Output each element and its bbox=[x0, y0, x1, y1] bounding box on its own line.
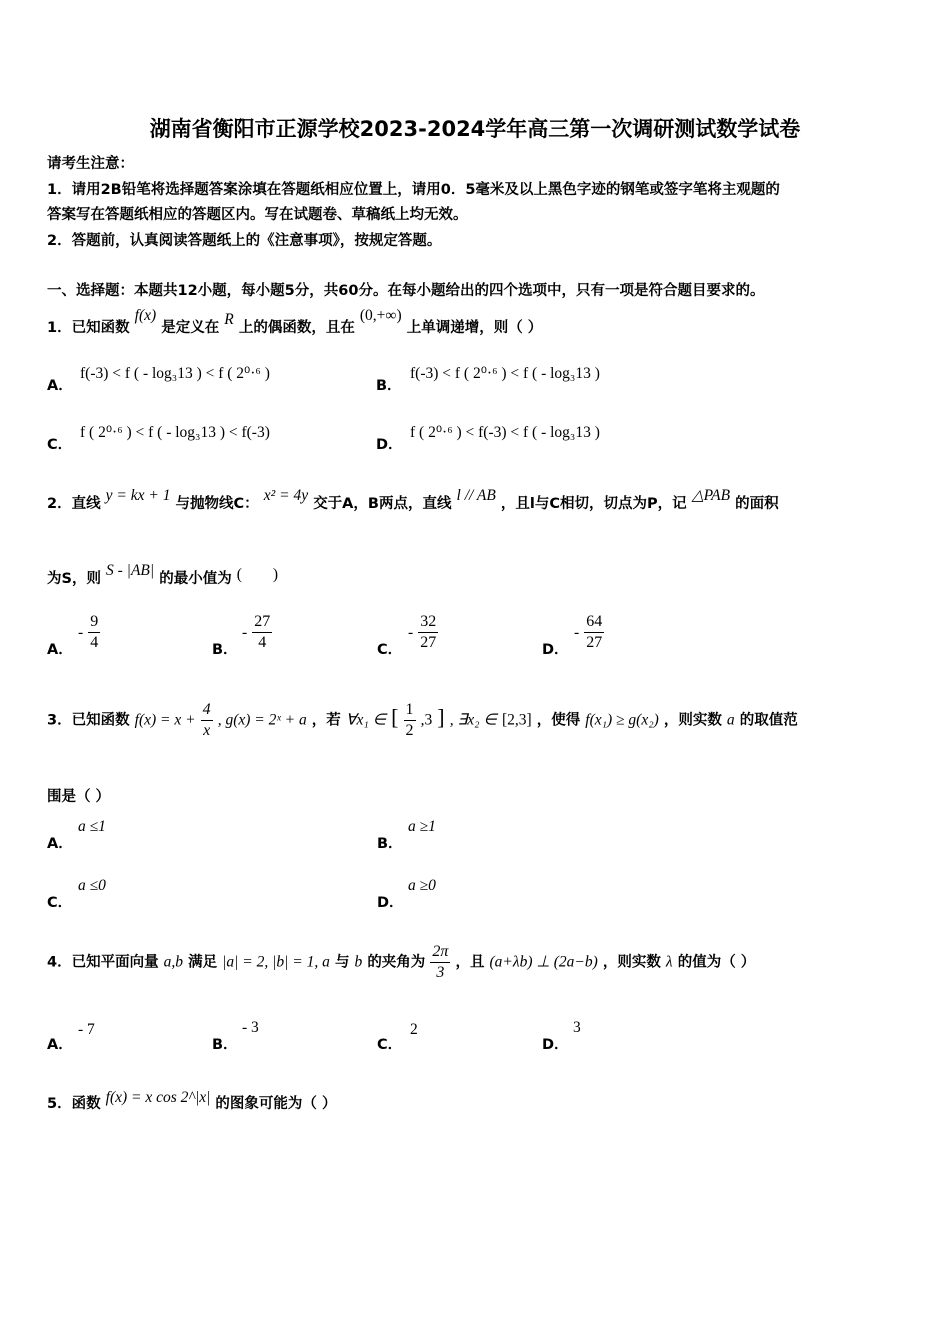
q5-text-2: 的图象可能为（ ） bbox=[215, 1096, 337, 1112]
q2-triangle: △PAB bbox=[691, 487, 731, 504]
q2-text-1: 2．直线 bbox=[47, 496, 101, 512]
q2-text-6: 为S，则 bbox=[47, 571, 101, 587]
q2-option-d bbox=[574, 612, 604, 653]
q2-option-b bbox=[242, 612, 272, 653]
q5-text-1: 5．函数 bbox=[47, 1096, 101, 1112]
notice-heading: 请考生注意： bbox=[47, 156, 134, 172]
q4-option-a: - 7 bbox=[78, 1021, 95, 1038]
q3-option-b: a ≥1 bbox=[408, 818, 436, 835]
q3-f-den: x bbox=[203, 722, 211, 739]
q1-option-d: f ( 2⁰·⁶ ) < f(-3) < f ( - log₃13 ) bbox=[410, 424, 600, 441]
q3-option-a: a ≤1 bbox=[78, 818, 106, 835]
q2-c-fraction bbox=[418, 612, 438, 653]
q2-option-a-label: A． bbox=[47, 642, 73, 658]
q2-b-den: 4 bbox=[258, 634, 267, 651]
q4-option-b-label: B． bbox=[212, 1037, 238, 1053]
q3-int1-end: ,3 bbox=[420, 711, 433, 729]
q2-b-fraction bbox=[252, 612, 272, 653]
q4-condition: |a| = 2, |b| = 1, a bbox=[222, 953, 330, 971]
q4-stem bbox=[47, 942, 755, 983]
q2-stem-line-2 bbox=[47, 562, 279, 588]
q1-text-1: 1．已知函数 bbox=[47, 320, 130, 336]
q1-option-d-label: D． bbox=[376, 437, 403, 453]
q4-option-d-label: D． bbox=[542, 1037, 569, 1053]
q1-R: R bbox=[224, 311, 234, 328]
q4-angle-fraction bbox=[430, 942, 450, 983]
q3-exists: , ∃x₂ ∈ bbox=[449, 711, 497, 729]
q2-c-num: 32 bbox=[418, 612, 438, 633]
q4-text-2: 满足 bbox=[188, 954, 218, 971]
q1-interval: (0,+∞) bbox=[359, 307, 402, 324]
q4-text-1: 4．已知平面向量 bbox=[47, 954, 159, 971]
q4-angle-den: 3 bbox=[436, 964, 445, 981]
q4-text-7: 的值为（ ） bbox=[677, 954, 756, 971]
q2-text-5: 的面积 bbox=[735, 496, 779, 512]
q2-option-d-label: D． bbox=[542, 642, 569, 658]
q2-option-c-label: C． bbox=[377, 642, 403, 658]
q3-text-2: ，若 bbox=[311, 712, 341, 729]
q3-option-c-label: C． bbox=[47, 895, 73, 911]
q2-a-num: 9 bbox=[88, 612, 100, 633]
q2-option-a bbox=[78, 612, 100, 653]
q3-bracket-close: ] bbox=[437, 704, 445, 730]
q2-b-num: 27 bbox=[252, 612, 272, 633]
section-heading: 一、选择题：本题共12小题，每小题5分，共60分。在每小题给出的四个选项中，只有一项是符合题目要求的。 bbox=[47, 283, 765, 299]
q1-text-2: 是定义在 bbox=[161, 320, 220, 336]
q3-text-5: 的取值范 bbox=[739, 712, 798, 729]
q3-option-b-label: B． bbox=[377, 836, 403, 852]
q1-text-3: 上的偶函数，且在 bbox=[238, 320, 355, 336]
q1-stem bbox=[47, 307, 543, 337]
q2-paren: ( ) bbox=[236, 566, 279, 583]
q1-option-c: f ( 2⁰·⁶ ) < f ( - log₃13 ) < f(-3) bbox=[80, 424, 270, 441]
q2-line-eq: y = kx + 1 bbox=[105, 487, 171, 504]
q2-d-den: 27 bbox=[586, 634, 603, 651]
q2-parabola-eq: x² = 4y bbox=[263, 487, 309, 504]
q3-text-3: ，使得 bbox=[536, 712, 581, 729]
q2-d-fraction bbox=[584, 612, 604, 653]
q1-fx: f(x) bbox=[134, 307, 157, 324]
q4-ab: a,b bbox=[163, 953, 184, 971]
q3-int2: [2,3] bbox=[501, 711, 532, 729]
q2-c-minus: - bbox=[408, 624, 414, 641]
q2-text-3: 交于A，B两点，直线 bbox=[313, 496, 452, 512]
q2-parallel: l // AB bbox=[456, 487, 496, 504]
q3-f-num: 4 bbox=[201, 700, 213, 721]
q3-option-c: a ≤0 bbox=[78, 877, 106, 894]
q1-option-a: f(-3) < f ( - log₃13 ) < f ( 2⁰·⁶ ) bbox=[80, 365, 270, 382]
q3-option-d-label: D． bbox=[377, 895, 404, 911]
q3-text-4: ，则实数 bbox=[663, 712, 722, 729]
q3-forall: ∀x₁ ∈ bbox=[345, 711, 387, 729]
q2-option-c bbox=[408, 612, 438, 653]
page-title: 湖南省衡阳市正源学校2023-2024学年高三第一次调研测试数学试卷 bbox=[149, 117, 801, 141]
q3-text-1: 3．已知函数 bbox=[47, 712, 130, 729]
notice-line-2: 答案写在答题纸相应的答题区内。写在试题卷、草稿纸上均无效。 bbox=[47, 207, 468, 223]
q1-option-b-label: B． bbox=[376, 378, 402, 394]
q3-f-def: f(x) = x + bbox=[134, 711, 196, 729]
q1-option-b: f(-3) < f ( 2⁰·⁶ ) < f ( - log₃13 ) bbox=[410, 365, 600, 382]
q3-option-a-label: A． bbox=[47, 836, 73, 852]
q4-option-b: - 3 bbox=[242, 1019, 259, 1036]
q3-half-den: 2 bbox=[405, 722, 414, 739]
q1-text-4: 上单调递增，则（ ） bbox=[406, 320, 543, 336]
q4-option-c: 2 bbox=[410, 1021, 418, 1038]
q4-angle-num: 2π bbox=[430, 942, 450, 963]
q2-a-fraction bbox=[88, 612, 100, 653]
q2-a-minus: - bbox=[78, 624, 84, 641]
q5-stem bbox=[47, 1089, 337, 1113]
q2-text-2: 与抛物线C： bbox=[175, 496, 259, 512]
q3-g-def: , g(x) = 2ˣ + a bbox=[217, 711, 307, 729]
notice-line-3: 2．答题前，认真阅读答题纸上的《注意事项》，按规定答题。 bbox=[47, 233, 442, 249]
q3-half-num: 1 bbox=[404, 700, 416, 721]
q1-option-a-label: A． bbox=[47, 378, 73, 394]
q2-option-b-label: B． bbox=[212, 642, 238, 658]
q2-d-minus: - bbox=[574, 624, 580, 641]
q2-c-den: 27 bbox=[420, 634, 437, 651]
q4-option-a-label: A． bbox=[47, 1037, 73, 1053]
q2-b-minus: - bbox=[242, 624, 248, 641]
q2-text-7: 的最小值为 bbox=[159, 571, 232, 587]
notice-line-1: 1．请用2B铅笔将选择题答案涂填在答题纸相应位置上，请用0．5毫米及以上黑色字迹的钢笔或签字笔将主观题的 bbox=[47, 182, 780, 198]
q2-d-num: 64 bbox=[584, 612, 604, 633]
q1-option-c-label: C． bbox=[47, 437, 73, 453]
q2-a-den: 4 bbox=[90, 634, 99, 651]
q3-half-fraction bbox=[404, 700, 416, 741]
q3-option-d: a ≥0 bbox=[408, 877, 436, 894]
q3-f-fraction bbox=[201, 700, 213, 741]
q2-text-4: ，且l与C相切，切点为P，记 bbox=[500, 496, 687, 512]
q4-option-d: 3 bbox=[573, 1019, 581, 1036]
q4-text-3: 与 bbox=[334, 954, 350, 971]
q4-lambda: λ bbox=[665, 953, 673, 971]
q4-perp: (a+λb) ⊥ (2a−b) bbox=[489, 953, 598, 971]
q3-bracket-open: [ bbox=[391, 704, 399, 730]
q2-stem-line-1 bbox=[47, 487, 779, 513]
q4-option-c-label: C． bbox=[377, 1037, 403, 1053]
q4-b: b bbox=[354, 953, 363, 971]
q3-a: a bbox=[726, 711, 735, 729]
q4-text-5: ，且 bbox=[455, 954, 485, 971]
q4-text-6: ，则实数 bbox=[602, 954, 661, 971]
q3-stem-line-1 bbox=[47, 700, 798, 741]
q4-text-4: 的夹角为 bbox=[367, 954, 426, 971]
q5-function: f(x) = x cos 2^|x| bbox=[105, 1089, 211, 1106]
q3-stem-line-2: 围是（ ） bbox=[47, 789, 111, 805]
q2-expression: S - |AB| bbox=[106, 562, 155, 579]
q3-ineq: f(x₁) ≥ g(x₂) bbox=[585, 711, 659, 729]
